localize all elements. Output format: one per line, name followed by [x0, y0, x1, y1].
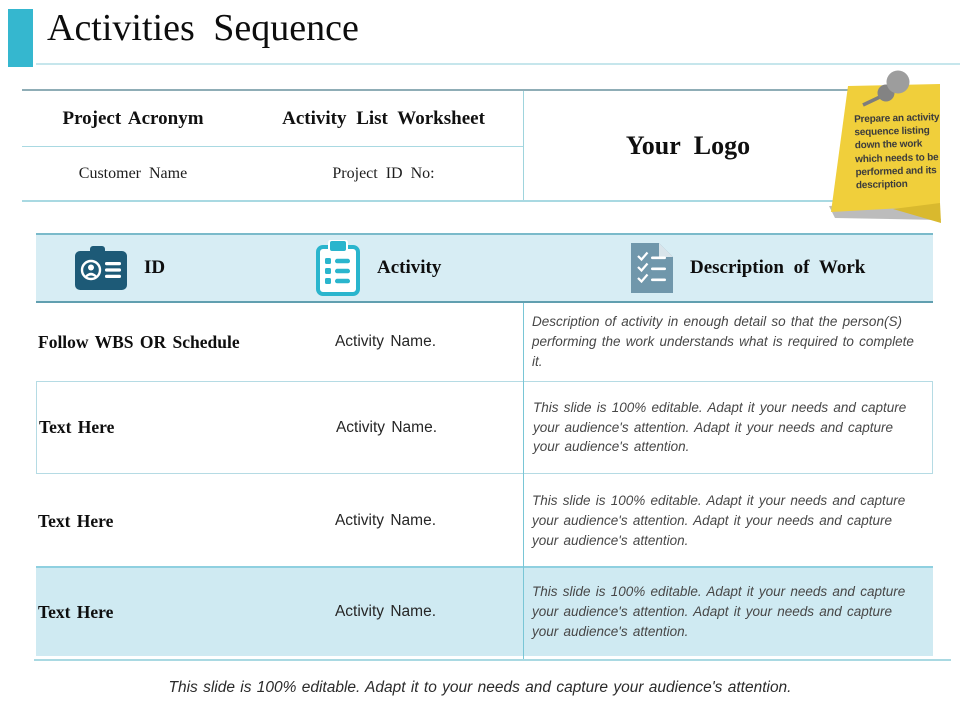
row-activity-cell: Activity Name.	[335, 418, 438, 436]
row-description-cell: This slide is 100% editable. Adapt it your needs and capture your audience's attention. Adapt it your needs and capture your audience's attention.	[532, 493, 906, 548]
table-row-highlighted	[36, 566, 933, 656]
description-column-divider	[523, 303, 524, 659]
footer-note: This slide is 100% editable. Adapt it to your needs and capture your audience's attention.	[168, 679, 792, 696]
activity-list-worksheet-header: Activity List Worksheet	[282, 107, 485, 129]
table-bottom-line	[34, 659, 951, 661]
row-activity-cell: Activity Name.	[334, 333, 437, 350]
header-activity-label: Activity	[377, 257, 442, 278]
header-id	[75, 233, 165, 303]
document-checklist-icon	[631, 243, 673, 293]
title-accent-bar	[8, 9, 33, 67]
header-description	[631, 233, 865, 303]
project-id-cell: Project ID No:	[332, 164, 435, 182]
header-activity	[316, 233, 441, 303]
row-id-cell: Text Here	[38, 601, 114, 622]
id-badge-icon	[75, 246, 127, 290]
row-activity-cell: Activity Name.	[334, 603, 437, 620]
row-description-cell: Description of activity in enough detail so that the person(S) performing the work understands what is required to complete it.	[532, 314, 914, 369]
clipboard-list-icon	[316, 240, 360, 296]
header-description-label: Description of Work	[690, 257, 866, 278]
row-id-cell: Follow WBS OR Schedule	[38, 331, 240, 352]
header-id-label: ID	[144, 257, 166, 278]
row-description-cell: This slide is 100% editable. Adapt it your needs and capture your audience's attention. Adapt it your needs and capture your audience's attention.	[532, 584, 906, 639]
table-row	[36, 303, 933, 381]
project-acronym-header: Project Acronym	[62, 107, 204, 129]
table-row	[36, 476, 933, 566]
logo-placeholder: Your Logo	[625, 130, 751, 160]
page-title: Activities Sequence	[47, 7, 359, 49]
row-id-cell: Text Here	[38, 510, 114, 531]
customer-name-cell: Customer Name	[78, 164, 188, 182]
table-row	[36, 381, 933, 474]
row-description-cell: This slide is 100% editable. Adapt it your needs and capture your audience's attention. Adapt it your needs and capture your audience's attention.	[533, 399, 907, 455]
row-id-cell: Text Here	[39, 417, 115, 437]
note-text: Prepare an activity sequence listing down the work which needs to be performed and its description	[854, 112, 940, 192]
row-activity-cell: Activity Name.	[334, 512, 437, 529]
